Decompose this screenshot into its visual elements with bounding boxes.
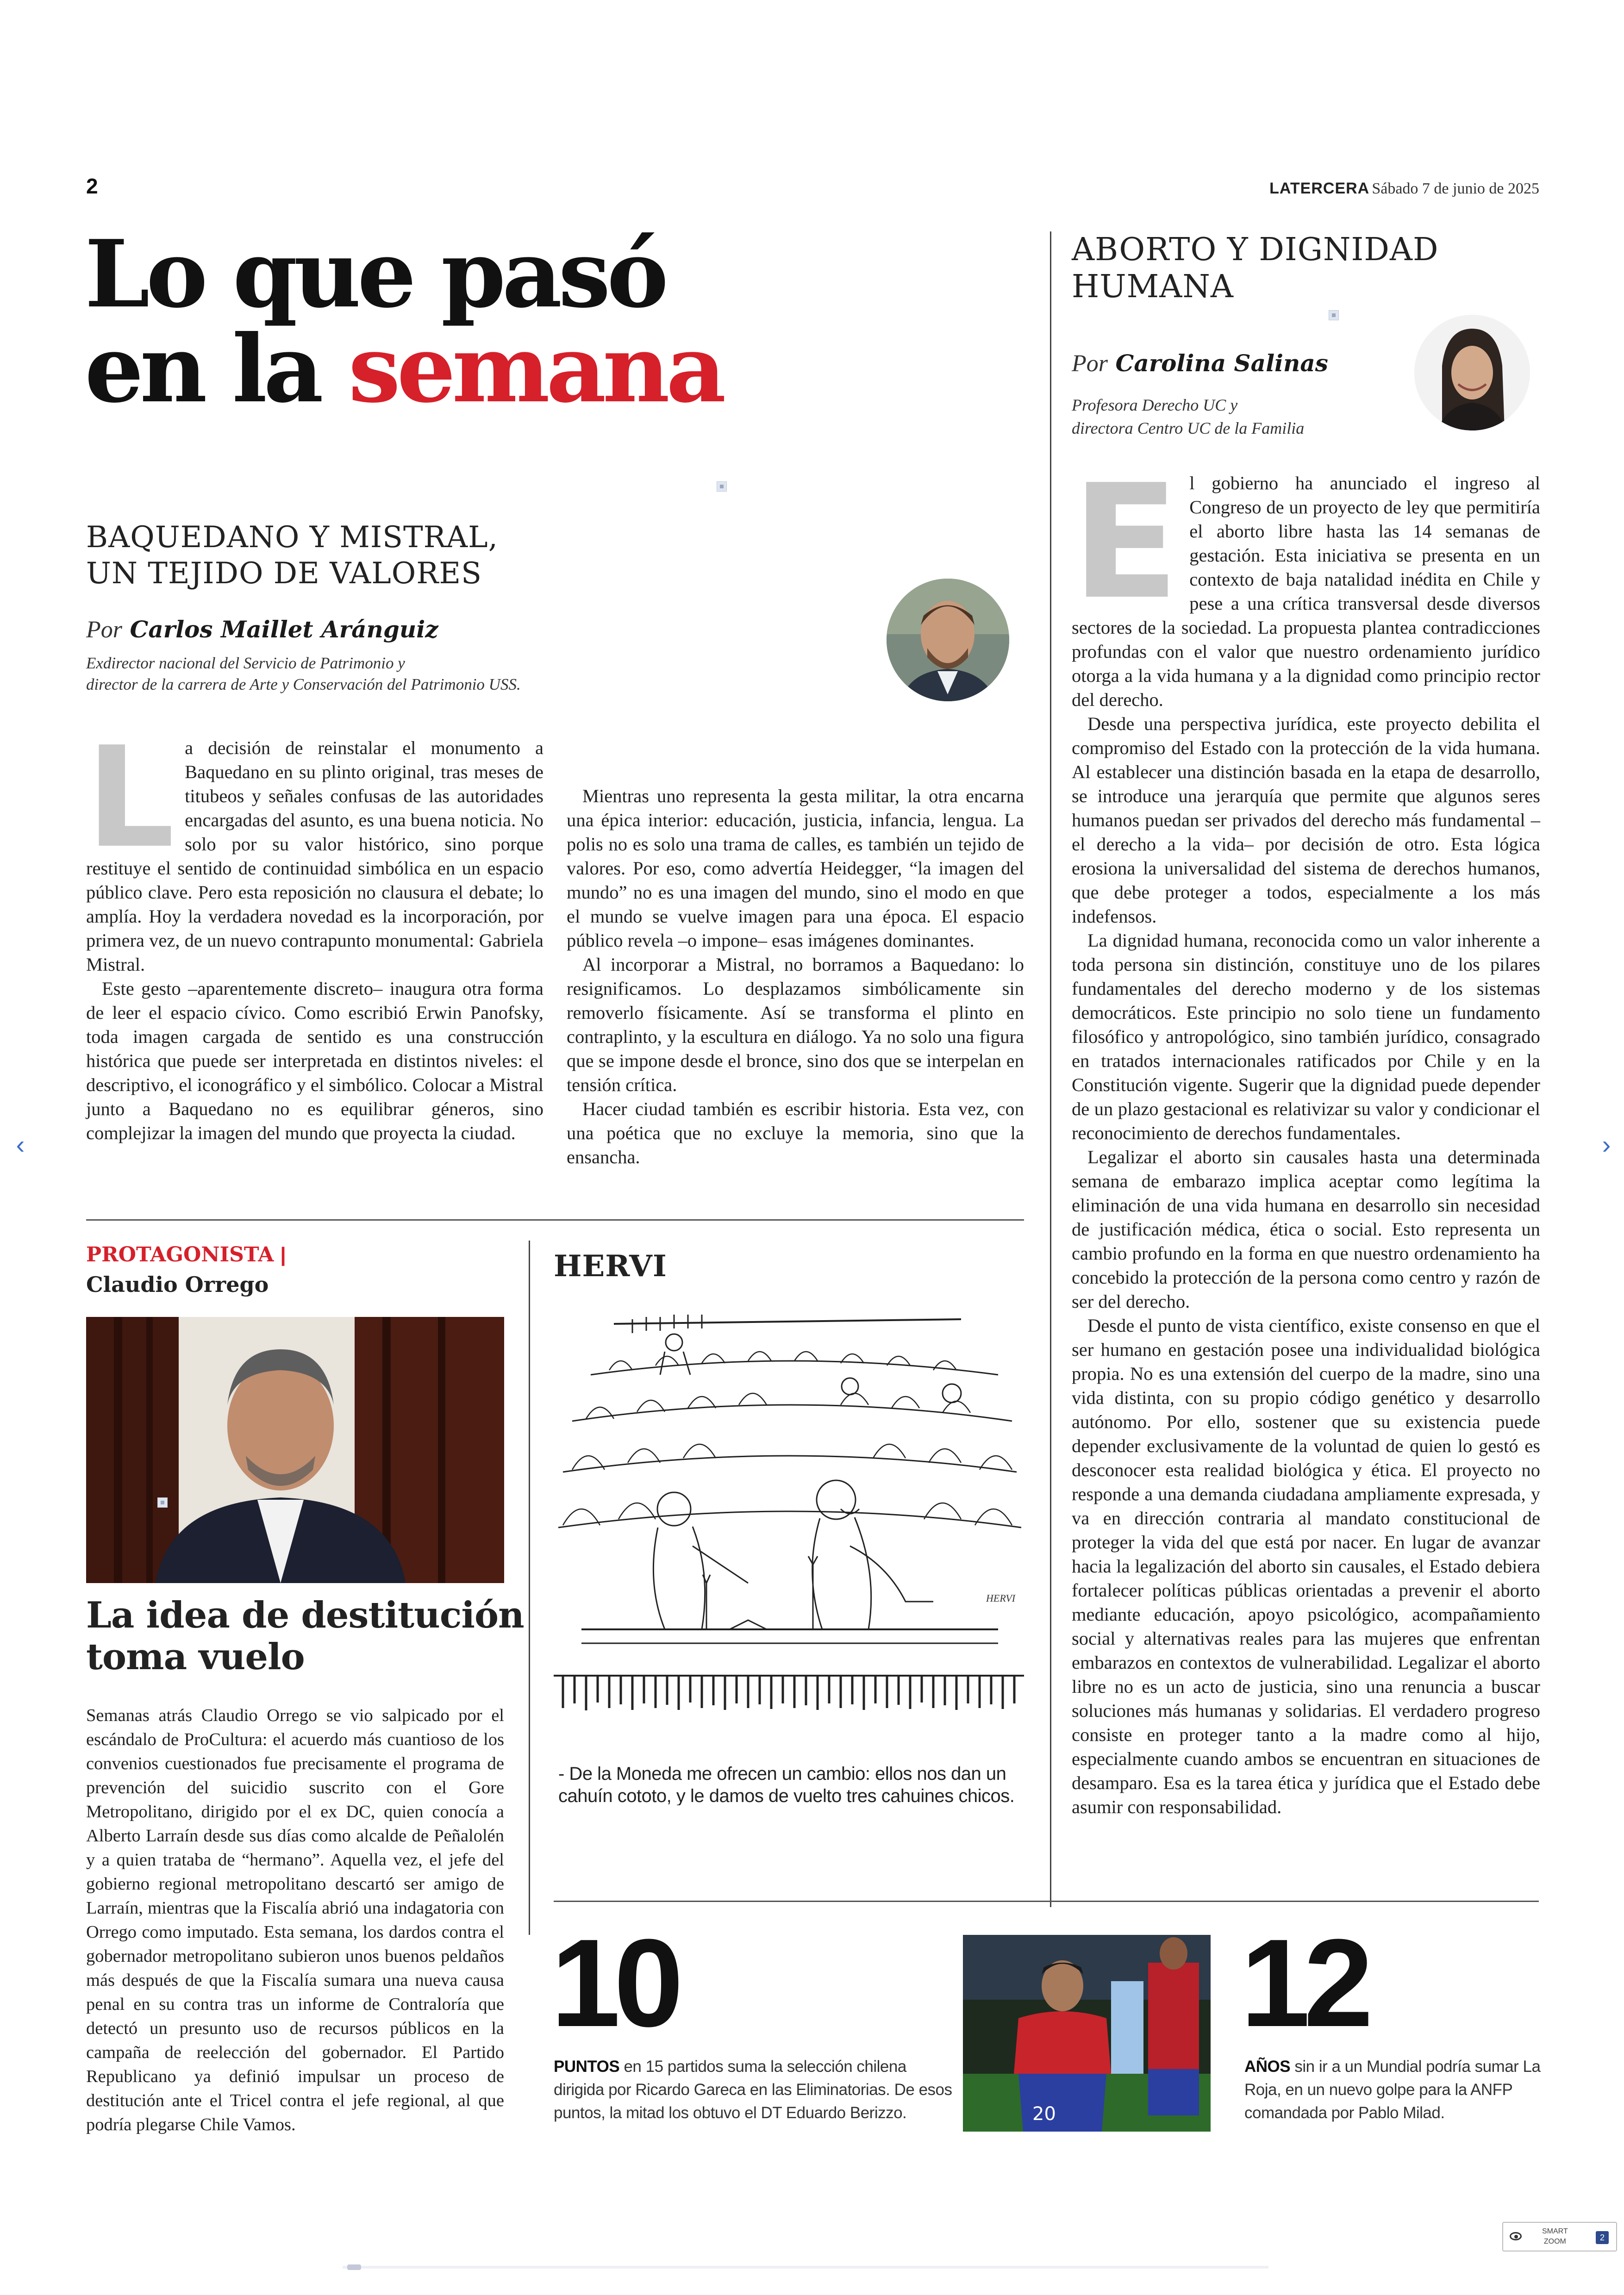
- caption-line2: cahuín cototo, y le damos de vuelto tres cahuines chicos.: [558, 1786, 1015, 1805]
- scroll-thumb[interactable]: [347, 2264, 361, 2270]
- headline-line2: toma vuelo: [86, 1636, 305, 1678]
- headline-line1: La idea de destitución: [86, 1594, 524, 1636]
- article1-author: Carlos Maillet Aránguiz: [130, 616, 438, 643]
- smart-zoom-label: [1542, 2226, 1568, 2247]
- horizontal-rule: [554, 1901, 1539, 1902]
- article1-headline-line2: UN TEJIDO DE VALORES: [86, 556, 482, 591]
- section-title-accent: semana: [348, 315, 723, 424]
- article2-author: Carolina Salinas: [1115, 349, 1328, 377]
- label-separator: |: [280, 1243, 286, 1266]
- stat2-label: AÑOS: [1244, 2058, 1291, 2076]
- horizontal-rule: [86, 1219, 1024, 1221]
- stat2-description: sin ir a un Mundial podría sumar La Roja, en un nuevo golpe para la ANFP comandada por Pablo Milad.: [1244, 2058, 1541, 2122]
- article1-dropcap: L: [86, 717, 175, 879]
- article1-paragraph: Al incorporar a Mistral, no borramos a Baquedano: lo resignificamos. Lo desplazamos simbólicamente sin removerlo físicamente. Así se transforma el plinto en contraplinto, y la escultura en diálogo. Ya no solo una figura que se impone desde el bronce, sino dos que se interpelan en tensión crítica.: [567, 954, 1024, 1095]
- masthead: [1204, 180, 1539, 198]
- article1-paragraph: Mientras uno representa la gesta militar, la otra encarna una épica interior: educación, justicia, infancia, lengua. La polis no es solo una trama de calles, es también un tejido de valores. Por eso, como advertía Heidegger, “la imagen del mundo” no es una imagen del mundo, sino el modo en que el mundo se vuelve imagen para una época. El espacio público revela –o impone– esas imágenes dominantes.: [567, 786, 1024, 951]
- byline-prefix: Por: [1072, 350, 1108, 377]
- article2-paragraph: Legalizar el aborto sin causales hasta una determinada semana de embarazo implica aceptar como legítima la eliminación de una vida humana en desarrollo sin necesidad de justificación médica, ética o social. Esto representa un cambio profundo en la forma en que nuestro ordenamiento ha concebido la protección de la persona como centro y razón de ser del derecho.: [1072, 1147, 1540, 1312]
- section-title-line2: [85, 315, 723, 424]
- article2-headline-line2: HUMANA: [1072, 268, 1234, 305]
- article1-paragraph: Hacer ciudad también es escribir historia. Esta vez, con una poética que no excluye la memoria, sino que la ensancha.: [567, 1098, 1024, 1167]
- stat1-label: PUNTOS: [554, 2058, 620, 2076]
- protagonista-label: [86, 1243, 286, 1266]
- section-title-line1: Lo que pasó: [85, 220, 665, 329]
- svg-text:20: 20: [1032, 2103, 1056, 2125]
- scroll-track[interactable]: [343, 2266, 1268, 2269]
- article2-author-photo: [1414, 315, 1530, 430]
- article2-paragraph: Desde una perspectiva jurídica, este proyecto debilita el compromiso del Estado con la protección de la vida humana. Al establecer una distinción basada en la etapa de desarrollo, se introduce una jerarquía que permite que algunos seres humanos puedan ser privados del derecho más fundamental –el derecho a la vida– por decisión de otro. Esta lógica erosiona la universalidad del sistema de derechos humanos, que debe proteger a todos, especialmente a los más indefensos.: [1072, 713, 1540, 927]
- article1-column-2: [567, 784, 1024, 1169]
- newspaper-name: LATERCERA: [1269, 180, 1370, 197]
- article2-byline: [1072, 349, 1328, 377]
- stat2-number: 12: [1241, 1914, 1367, 2053]
- image-placeholder-icon: [1329, 310, 1339, 320]
- article2-paragraph: La dignidad humana, reconocida como un valor inherente a toda persona sin distinción, constituye uno de los pilares fundamentales del derecho moderno y de los sistemas democráticos. Este principio no solo tiene un fundamento filosófico y antropológico, sino también jurídico, consagrado en tratados internacionales ratificados por Chile y en la Constitución vigente. Sugerir que la dignidad puede depender de un plazo gestacional es relativizar su valor y condicionar el reconocimiento de derechos fundamentales.: [1072, 930, 1540, 1143]
- caption-line1: - De la Moneda me ofrecen un cambio: ellos nos dan un: [558, 1764, 1006, 1784]
- article2-paragraph: l gobierno ha anunciado el ingreso al Congreso de un proyecto de ley que permitiría el aborto libre hasta las 14 semanas de gestación. Esta iniciativa se presenta en un contexto de baja natalidad inédita en Chile y pese a una crítica transversal desde diversos sectores de la sociedad. La propuesta plantea contradicciones profundas con el valor que nuestro ordenamiento jurídico otorga a la vida humana y a la dignidad como principio rector del derecho.: [1072, 473, 1540, 710]
- section-title-plain: en la: [85, 315, 320, 424]
- prev-page-button[interactable]: ‹: [16, 1130, 25, 1159]
- byline-prefix: Por: [86, 617, 122, 643]
- zoom-text: ZOOM: [1543, 2238, 1566, 2245]
- image-placeholder-icon: [717, 481, 727, 492]
- article1-author-role: [86, 653, 521, 695]
- stat1-description: en 15 partidos suma la selección chilena dirigida por Ricardo Gareca en las Eliminatorias. De esos puntos, la mitad los obtuvo el DT Eduardo Berizzo.: [554, 2058, 952, 2122]
- role-line1: Profesora Derecho UC y: [1072, 396, 1238, 414]
- cartoon-signature: HERVI: [986, 1592, 1016, 1604]
- vertical-rule: [1050, 231, 1051, 1907]
- protagonista-name: Claudio Orrego: [86, 1272, 269, 1297]
- next-page-button[interactable]: ›: [1602, 1130, 1611, 1159]
- role-line2: director de la carrera de Arte y Conservación del Patrimonio USS.: [86, 675, 521, 693]
- protagonista-photo: [86, 1317, 504, 1583]
- article2-headline-line1: ABORTO Y DIGNIDAD: [1072, 231, 1439, 268]
- article2-headline: [1072, 231, 1439, 306]
- smart-text: SMART: [1542, 2227, 1568, 2235]
- page-number: 2: [86, 174, 98, 198]
- article1-byline: [86, 616, 438, 643]
- cartoon-image: [554, 1305, 1024, 1759]
- vertical-rule: [529, 1241, 530, 1935]
- article1-paragraph: Este gesto –aparentemente discreto– inaugura otra forma de leer el espacio cívico. Como escribió Erwin Panofsky, toda imagen cargada de sentido es una construcción histórica que puede ser interpretada en distintos niveles: el descriptivo, el iconográfico y el simbólico. Colocar a Mistral junto a Baquedano no es equilibrar géneros, sino complejizar la imagen del mundo que proyecta la ciudad.: [86, 978, 543, 1143]
- article1-headline-line1: BAQUEDANO Y MISTRAL,: [86, 520, 498, 555]
- article2-dropcap: E: [1072, 451, 1180, 634]
- page-count-badge: 2: [1596, 2231, 1609, 2244]
- role-line1: Exdirector nacional del Servicio de Patrimonio y: [86, 654, 405, 672]
- stat1-number: 10: [551, 1914, 677, 2053]
- stat2-text: [1244, 2055, 1541, 2125]
- article1-author-photo: [887, 579, 1009, 701]
- article1-headline: [86, 519, 498, 592]
- protagonista-body: Semanas atrás Claudio Orrego se vio salpicado por el escándalo de ProCultura: el acuerdo más cuantioso de los convenios cuestionados fue precisamente el programa de prevención del suicidio suscrito con el Gore Metropolitano, dirigido por el ex DC, quien conocía a Alberto Larraín desde sus días como alcalde de Peñalolén y a quien trataba de “hermano”. Aquella vez, el jefe del gobierno regional metropolitano descartó ser amigo de Larraín, mientras que la Fiscalía abrió una indagatoria con Orrego como imputado. Esta semana, los dardos contra el gobernador metropolitano subieron unos buenos peldaños más después de que la Fiscalía sumara una nueva causa penal en su contra tras un informe de Contraloría que detectó un presunto uso de recursos públicos en la campaña de reelección del gobernador. El Partido Republicano ya definió impulsar un proceso de destitución ante el Tricel contra el jefe regional, al que podría plegarse Chile Vamos.: [86, 1706, 504, 2134]
- stat1-text: [554, 2055, 956, 2125]
- article1-paragraph: a decisión de reinstalar el monumento a Baquedano en su plinto original, tras meses de titubeos y señales confusas de las autoridades encargadas del asunto, es una buena noticia. No solo por su valor histórico, sino porque restituye el sentido de continuidad simbólica en un espacio público clave. Pero esta reposición no clausura el debate; lo amplía. Hoy la verdadera novedad es la incorporación, por primera vez, de un nuevo contrapunto monumental: Gabriela Mistral.: [86, 737, 543, 975]
- smart-zoom-button[interactable]: [1502, 2222, 1617, 2251]
- eye-pupil-icon: [1514, 2235, 1518, 2239]
- article2-paragraph: Desde el punto de vista científico, existe consenso en que el ser humano en gestación posee una individualidad biológica propia. No es una extensión del cuerpo de la madre, sino una vida distinta, con su propio código genético y desarrollo autónomo. Por ello, sostener que su existencia puede depender exclusivamente de la voluntad de quien lo gestó es desconocer esta realidad biológica y ética. El proyecto no responde a una demanda ciudadana ampliamente expresada, y va en dirección contraria al mandato constitucional de proteger la vida del que está por nacer. En lugar de avanzar hacia la legalización del aborto sin causales, el Estado debiera fortalecer políticas públicas orientadas a prevenir el aborto mediante educación, apoyo psicológico, acompañamiento social y alternativas reales para las mujeres que enfrentan embarazos en contextos de vulnerabilidad. Legalizar el aborto libre no es un acto de justicia, sino una renuncia a buscar soluciones más humanas y solidarias. El verdadero progreso consiste en proteger tanto a la madre como al hijo, especialmente cuando ambos se encuentran en situaciones de desamparo. Esa es la tarea ética y jurídica que el Estado debe asumir con responsabilidad.: [1072, 1315, 1540, 1817]
- role-line2: directora Centro UC de la Familia: [1072, 419, 1305, 437]
- article2-body: [1072, 451, 1540, 1819]
- cartoon-label: HERVI: [554, 1249, 667, 1284]
- protagonista-tag: PROTAGONISTA: [86, 1243, 274, 1266]
- image-placeholder-icon: [157, 1497, 168, 1508]
- issue-date: Sábado 7 de junio de 2025: [1372, 180, 1539, 197]
- article1-column-1: [86, 717, 543, 1145]
- section-title: [85, 220, 723, 424]
- football-photo: [963, 1935, 1211, 2132]
- article2-author-role: [1072, 393, 1304, 440]
- protagonista-headline: [86, 1595, 524, 1678]
- cartoon-caption: [558, 1763, 1026, 1805]
